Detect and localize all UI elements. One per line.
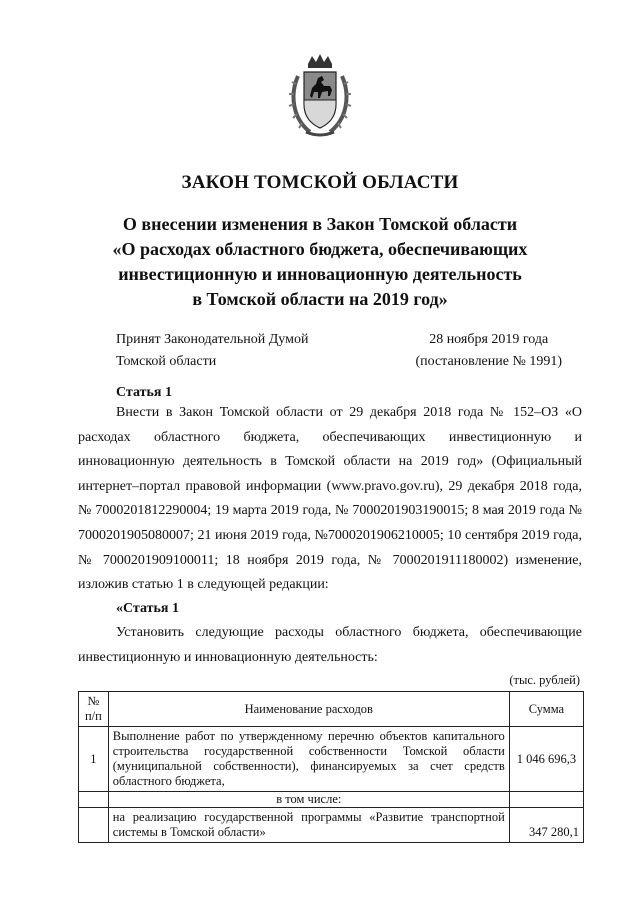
adoption-body-line: Томской области	[116, 354, 217, 369]
row-sum: 347 280,1	[509, 808, 583, 843]
including-label: в том числе:	[108, 792, 509, 808]
adoption-date-block	[415, 329, 562, 373]
subtitle-line: «О расходах областного бюджета, обеспечивающих	[112, 239, 528, 259]
adoption-resolution: (постановление № 1991)	[415, 354, 562, 369]
article-heading: Статья 1	[116, 385, 172, 400]
tomsk-coat-of-arms-emblem	[288, 54, 352, 140]
quoted-article-heading: «Статья 1	[116, 601, 179, 616]
table-row	[79, 808, 584, 843]
table-header-row	[79, 692, 584, 727]
article-paragraph: Внести в Закон Томской области от 29 декабря 2018 года № 152–ОЗ «О расходах областного бюджета, обеспечивающих инвестиционную и инновационную деятельность в Томской области на 2019 год» (Официальный интернет–портал правовой информации (www.pravo.gov.ru), 29 декабря 2018 года, № 7000201812290004; 19 марта 2019 года, № 7000201903190015; 8 мая 2019 года № 7000201905080007; 21 июня 2019 года, №7000201906210005; 10 сентября 2019 года, № 7000201909100011; 18 ноября 2019 года, № 7000201911180002) изменение, изложив статью 1 в следующей редакции:	[78, 405, 582, 593]
row-name: Выполнение работ по утвержденному перечню объектов капитального строительства государственной собственности Томской области (муниципальной собственности), финансируемых за счет средств областного бюджета,	[108, 727, 509, 792]
law-subtitle	[60, 212, 580, 312]
adoption-body	[116, 329, 308, 373]
adoption-date: 28 ноября 2019 года	[429, 332, 549, 347]
including-row	[79, 792, 584, 808]
row-name: на реализацию государственной программы «Развитие транспортной системы в Томской области»	[108, 808, 509, 843]
subtitle-line: инвестиционную и инновационную деятельность	[118, 264, 522, 284]
header-name: Наименование расходов	[108, 692, 509, 727]
row-number: 1	[79, 727, 109, 792]
expenses-table	[78, 691, 584, 843]
subtitle-line: О внесении изменения в Закон Томской области	[122, 214, 518, 234]
table-row	[79, 727, 584, 792]
adoption-body-line: Принят Законодательной Думой	[116, 332, 309, 347]
quoted-article-paragraph: Установить следующие расходы областного бюджета, обеспечивающие инвестиционную и инновационную деятельность:	[78, 625, 582, 665]
header-number: № п/п	[79, 692, 109, 727]
subtitle-line: в Томской области на 2019 год»	[192, 289, 448, 309]
table-unit-label: (тыс. рублей)	[509, 673, 580, 687]
row-number	[79, 792, 109, 808]
row-number	[79, 808, 109, 843]
row-sum: 1 046 696,3	[509, 727, 583, 792]
header-sum: Сумма	[509, 692, 583, 727]
row-sum	[509, 792, 583, 808]
document-title: ЗАКОН ТОМСКОЙ ОБЛАСТИ	[181, 172, 459, 193]
